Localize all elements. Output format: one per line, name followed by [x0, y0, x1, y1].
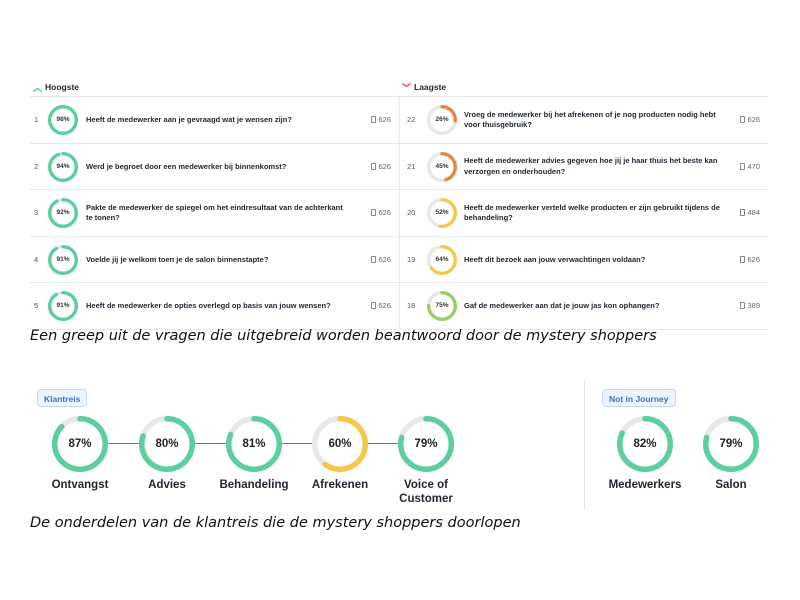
highest-header[interactable]	[30, 78, 399, 96]
question-row[interactable]	[400, 144, 768, 191]
lowest-column	[399, 78, 768, 311]
score-indicator	[48, 291, 78, 321]
step-label: Advies	[148, 479, 186, 491]
score-percent: 94%	[56, 162, 70, 170]
score-indicator	[427, 198, 457, 228]
step-percent: 87%	[68, 438, 92, 450]
step-label: Ontvangst	[51, 479, 109, 491]
score-indicator	[48, 245, 78, 275]
response-count	[740, 190, 760, 236]
document-icon	[371, 302, 376, 309]
journey-step-ring[interactable]	[226, 416, 282, 472]
rank-number: 1	[34, 115, 39, 124]
score-indicator	[427, 245, 457, 275]
rank-number: 18	[407, 301, 416, 311]
lowest-header[interactable]	[399, 78, 768, 96]
journey-connector	[368, 443, 398, 444]
question-row[interactable]	[30, 97, 399, 144]
score-percent: 45%	[435, 162, 449, 170]
highest-list	[30, 96, 399, 330]
response-count	[740, 97, 760, 143]
question-text: Heeft dit bezoek aan jouw verwachtingen voldaan?	[464, 254, 646, 264]
step-percent: 81%	[242, 438, 266, 450]
document-icon	[371, 256, 376, 263]
question-text: Heeft de medewerker advies gegeven hoe jij je haar thuis het beste kan verzorgen en onderhouden?	[464, 156, 718, 176]
lowest-heading: Laagste	[414, 82, 447, 92]
step-percent: 60%	[328, 438, 352, 450]
score-indicator	[427, 105, 457, 135]
score-percent: 91%	[56, 255, 70, 263]
score-indicator	[48, 198, 78, 228]
journey-step-ring[interactable]	[139, 416, 195, 472]
score-percent: 92%	[56, 209, 70, 217]
question-row[interactable]	[30, 144, 399, 191]
rank-number: 4	[34, 254, 39, 264]
response-count	[740, 144, 760, 190]
document-icon	[371, 163, 376, 170]
score-indicator	[427, 291, 457, 321]
step-label: Voice of Customer	[399, 479, 453, 505]
step-percent: 80%	[155, 438, 179, 450]
question-text: Voelde jij je welkom toen je de salon binnenstapte?	[86, 254, 269, 264]
journey-connector	[282, 443, 312, 444]
document-icon	[740, 209, 745, 216]
response-count	[371, 144, 391, 190]
rank-number: 3	[34, 208, 39, 218]
rank-number: 20	[407, 208, 416, 218]
response-count	[371, 237, 391, 283]
step-label: Behandeling	[219, 479, 289, 491]
response-count-value: 484	[747, 208, 760, 218]
score-percent: 98%	[56, 116, 70, 123]
rank-number: 2	[34, 161, 39, 171]
response-count	[371, 283, 391, 329]
step-label: Salon	[715, 479, 747, 491]
step-percent: 79%	[414, 438, 438, 450]
step-percent: 79%	[719, 438, 743, 450]
response-count	[371, 190, 391, 236]
score-percent: 52%	[435, 209, 449, 217]
response-count-value: 470	[747, 161, 760, 171]
response-count	[371, 97, 391, 143]
question-row[interactable]	[30, 237, 399, 284]
document-icon	[740, 256, 745, 263]
response-count-value: 626	[378, 208, 391, 218]
step-percent: 82%	[633, 438, 657, 450]
question-row[interactable]	[30, 283, 399, 330]
caption-questions: Een greep uit de vragen die uitgebreid worden beantwoord door de mystery shoppers	[30, 328, 657, 344]
rank-number: 22	[407, 115, 416, 124]
question-row[interactable]	[400, 97, 768, 144]
question-row[interactable]	[400, 237, 768, 284]
response-count	[740, 237, 760, 283]
response-count-value: 389	[747, 301, 760, 311]
journey-step-ring[interactable]	[703, 416, 759, 472]
document-icon	[740, 163, 745, 170]
response-count-value: 626	[378, 254, 391, 264]
score-percent: 91%	[56, 302, 70, 310]
question-row[interactable]	[30, 190, 399, 237]
step-label: Medewerkers	[608, 479, 682, 491]
score-percent: 75%	[435, 302, 449, 310]
question-text: Pakte de medewerker de spiegel om het eindresultaat van de achterkant te tonen?	[86, 203, 343, 223]
journey-connector	[108, 443, 139, 444]
document-icon	[740, 116, 745, 123]
journey-connector	[195, 443, 226, 444]
not-in-journey-tag[interactable]: Not in Journey	[602, 389, 676, 407]
question-text: Werd je begroet door een medewerker bij binnenkomst?	[86, 161, 287, 171]
document-icon	[740, 302, 745, 309]
response-count-value: 626	[747, 115, 760, 124]
lowest-list	[399, 96, 768, 330]
question-text: Heeft de medewerker de opties overlegd op basis van jouw wensen?	[86, 301, 331, 311]
question-text: Heeft de medewerker aan je gevraagd wat je wensen zijn?	[86, 114, 292, 124]
caption-journey: De onderdelen van de klantreis die de mystery shoppers doorlopen	[30, 515, 521, 531]
journey-tag[interactable]: Klantreis	[37, 389, 87, 407]
document-icon	[371, 209, 376, 216]
journey-step-ring[interactable]	[398, 416, 454, 472]
chevron-down-icon: ︾	[402, 82, 412, 93]
step-label: Afrekenen	[311, 479, 369, 491]
question-row[interactable]	[400, 283, 768, 330]
question-row[interactable]	[400, 190, 768, 237]
section-divider	[584, 380, 585, 510]
response-count-value: 626	[378, 301, 391, 311]
journey-step-ring[interactable]	[312, 416, 368, 472]
highest-heading: Hoogste	[45, 82, 80, 92]
journey-step-ring[interactable]	[52, 416, 108, 472]
question-text: Gaf de medewerker aan dat je jouw jas kon ophangen?	[464, 301, 660, 311]
score-indicator	[48, 105, 78, 135]
score-indicator	[427, 152, 457, 182]
score-percent: 26%	[435, 116, 449, 123]
document-icon	[371, 116, 376, 123]
response-count-value: 626	[378, 115, 391, 124]
score-indicator	[48, 152, 78, 182]
question-text: Heeft de medewerker verteld welke producten er zijn gebruikt tijdens de behandeling?	[464, 203, 720, 223]
rank-number: 19	[407, 254, 416, 264]
chevron-up-icon: ︽	[33, 82, 43, 93]
response-count-value: 626	[378, 161, 391, 171]
highest-column	[30, 78, 399, 311]
response-count	[740, 283, 760, 329]
rank-number: 21	[407, 161, 416, 171]
journey-step-ring[interactable]	[617, 416, 673, 472]
response-count-value: 626	[747, 254, 760, 264]
question-text: Vroeg de medewerker bij het afrekenen of je nog producten nodig hebt voor thuisgebruik?	[464, 109, 716, 129]
rank-number: 5	[34, 301, 39, 311]
score-percent: 64%	[435, 255, 449, 263]
